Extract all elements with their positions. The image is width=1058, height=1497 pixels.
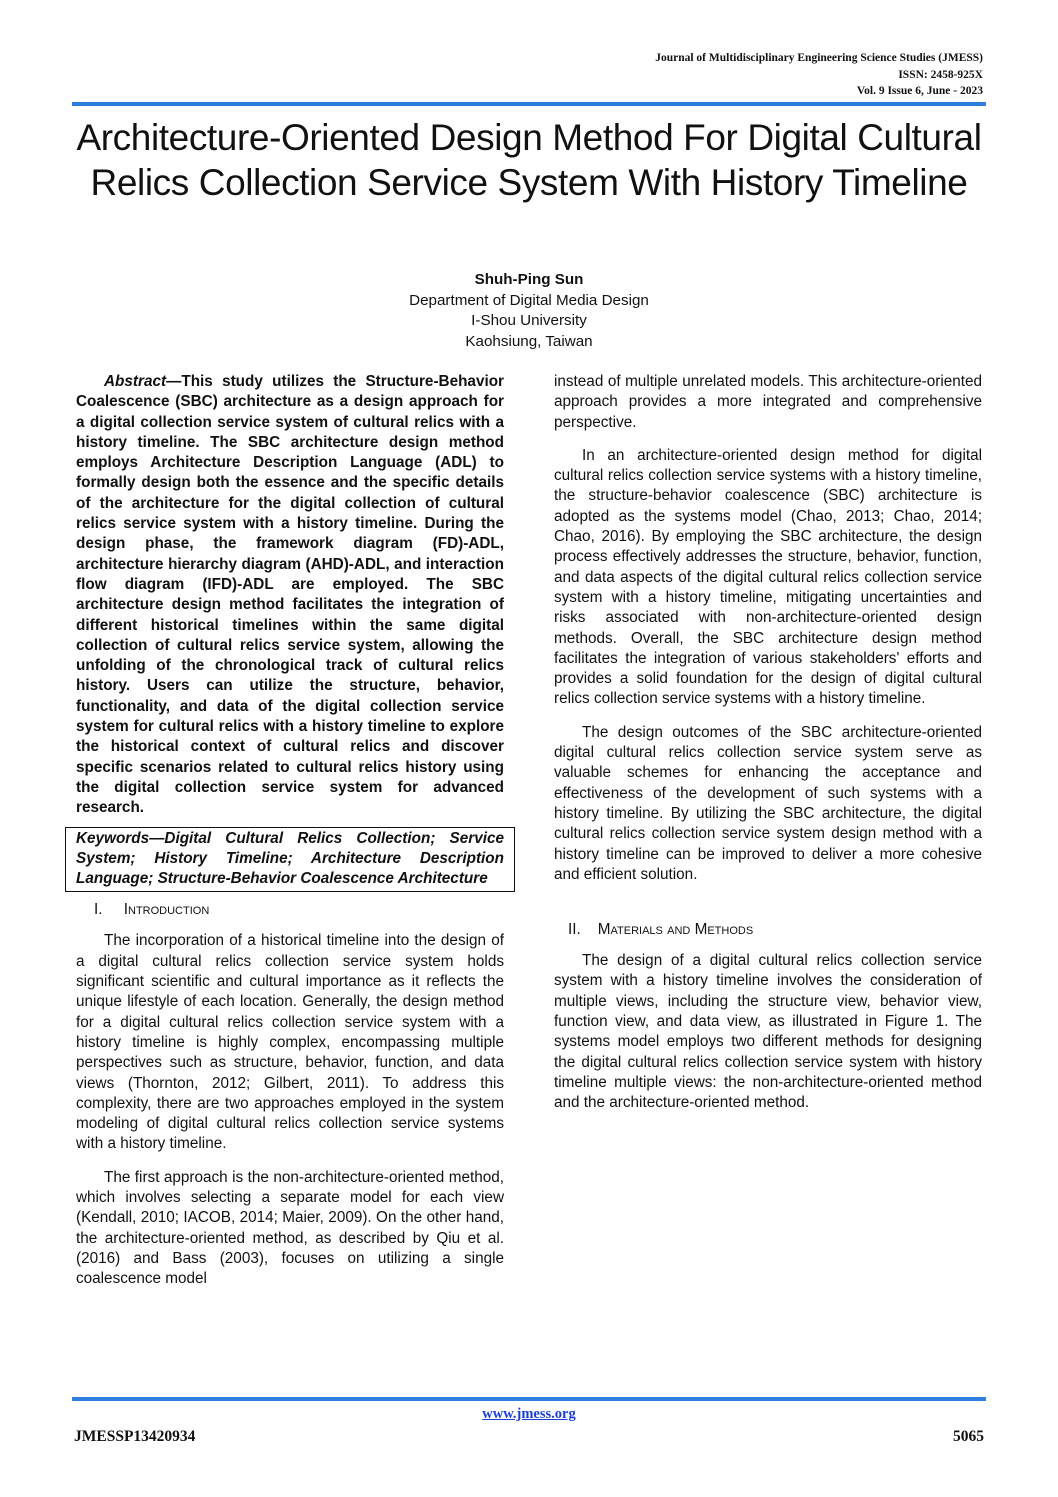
journal-header — [655, 50, 983, 100]
methods-paragraph-1: The design of a digital cultural relics collection service system with a history timeline involves the consideration of multiple views, including the structure view, behavior view, function view, and data view, as illustrated in Figure 1. The systems model employs two different methods for designing the digital cultural relics collection service system with history timeline multiple views: the non-architecture-oriented method and the architecture-oriented method. — [554, 952, 982, 1112]
right-column — [554, 372, 982, 1114]
journal-name: Journal of Multidisciplinary Engineering Science Studies (JMESS) — [655, 52, 983, 64]
section-number: II. — [568, 921, 581, 939]
journal-issn: ISSN: 2458-925X — [898, 68, 983, 81]
author-location: Kaohsiung, Taiwan — [465, 332, 593, 350]
author-name: Shuh-Ping Sun — [474, 271, 584, 288]
abstract-lead: Abstract — [104, 373, 167, 390]
intro-paragraph-3: In an architecture-oriented design method for digital cultural relics collection service systems with a history timeline, the structure-behavior coalescence (SBC) architecture is adopted as the systems model (Chao, 2013; Chao, 2014; Chao, 2016). By employing the SBC architecture, the design process effectively addresses the structure, behavior, function, and data aspects of the digital cultural relics collection service system with a history timeline, mitigating uncertainties and risks associated with non-architecture-oriented design methods. Overall, the SBC architecture design method facilitates the integration of various stakeholders' efforts and provides a solid foundation for the design of digital cultural relics collection service systems with a history timeline. — [554, 446, 982, 708]
header-rule — [72, 102, 986, 106]
left-column — [76, 372, 504, 1289]
section-title: Materials and Methods — [597, 921, 754, 939]
author-block — [72, 270, 986, 352]
journal-url-link[interactable]: www.jmess.org — [482, 1406, 576, 1422]
keywords-box: Keywords—Digital Cultural Relics Collection; Service System; History Timeline; Architecture Description Language; Structure-Behavior Coalescence Architecture — [65, 827, 515, 893]
abstract — [76, 372, 504, 819]
section-heading-introduction — [76, 900, 504, 920]
footer-rule — [72, 1397, 986, 1401]
section-number: I. — [94, 901, 103, 919]
intro-paragraph-2: The first approach is the non-architecture-oriented method, which involves selecting a separate model for each view (Kendall, 2010; IACOB, 2014; Maier, 2009). On the other hand, the architecture-oriented method, as described by Qiu et al. (2016) and Bass (2003), focuses on utilizing a single coalescence model — [76, 1168, 504, 1288]
abstract-text: —This study utilizes the Structure-Behavior Coalescence (SBC) architecture as a design approach for a digital collection service system of cultural relics with a history timeline. The SBC architecture design method employs Architecture Description Language (ADL) to formally design both the essence and the specific details of the architecture for the digital collection of cultural relics service system with a history timeline. During the design phase, the framework diagram (FD)-ADL, architecture hierarchy diagram (AHD)-ADL, and interaction flow diagram (IFD)-ADL are employed. The SBC architecture design method facilitates the integration of different historical timelines within the same digital collection of cultural relics service system, allowing the unfolding of the chronological track of cultural relics history. Users can utilize the structure, behavior, functionality, and data of the digital collection service system for cultural relics with a history timeline to explore the historical context of cultural relics and discover specific scenarios related to cultural relics history using the digital collection service system for advanced research. — [76, 373, 504, 817]
intro-paragraph-2-continued: instead of multiple unrelated models. This architecture-oriented approach provides a more integrated and comprehensive perspective. — [554, 373, 982, 431]
journal-volume: Vol. 9 Issue 6, June - 2023 — [856, 85, 983, 97]
section-heading-methods — [554, 920, 982, 940]
intro-paragraph-4: The design outcomes of the SBC architecture-oriented digital cultural relics collection service system serve as valuable schemes for enhancing the acceptance and effectiveness of the development of such systems with a history timeline. By utilizing the SBC architecture, the digital cultural relics collection service system design method with a history timeline can be improved to deliver a more cohesive and efficient solution. — [554, 723, 982, 883]
section-title: Introduction — [123, 901, 210, 919]
intro-paragraph-1: The incorporation of a historical timeline into the design of a digital cultural relics collection service system holds significant scientific and cultural importance as it reflects the unique lifestyle of each location. Generally, the design method for a digital cultural relics collection service system with a history timeline is highly complex, encompassing multiple perspectives such as structure, behavior, function, and data views (Thornton, 2012; Gilbert, 2011). To address this complexity, there are two approaches employed in the system modeling of digital cultural relics collection service systems with a history timeline. — [76, 932, 504, 1153]
author-university: I-Shou University — [471, 312, 587, 329]
author-department: Department of Digital Media Design — [409, 291, 649, 309]
paper-id: JMESSP13420934 — [74, 1428, 196, 1445]
page-number: 5065 — [953, 1428, 984, 1445]
paper-title: Architecture-Oriented Design Method For Digital Cultural Relics Collection Service System With History Timeline — [76, 117, 982, 203]
